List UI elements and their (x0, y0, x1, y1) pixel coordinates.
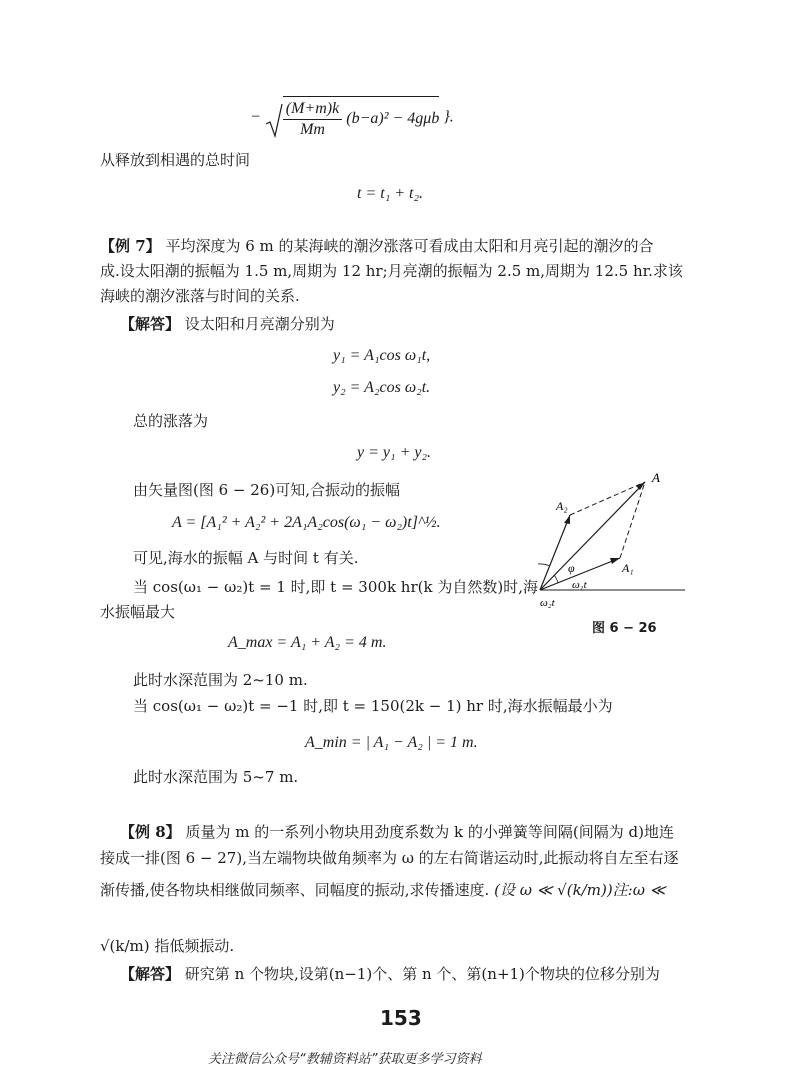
range-max: 此时水深范围为 2~10 m. (133, 671, 308, 689)
sqrt-expression (265, 96, 440, 140)
total-time-intro: 从释放到相遇的总时间 (100, 151, 251, 169)
example8-text3: 渐传播,使各物块相继做同频率、同幅度的振动,求传播速度. (100, 881, 490, 899)
figure-caption: 图 6 − 26 (592, 621, 657, 636)
example8-line4: √(k/m) 指低频振动. (100, 937, 235, 955)
label-A2: A₂ (556, 499, 568, 513)
example8-condition: (设 ω ≪ √(k/m))注:ω ≪ (494, 881, 666, 899)
observation: 可见,海水的振幅 A 与时间 t 有关. (133, 549, 359, 567)
min-condition: 当 cos(ω₁ − ω₂)t = −1 时,即 t = 150(2k − 1) hr 时,海水振幅最小为 (133, 697, 613, 715)
example8-line2: 接成一排(图 6 − 27),当左端物块做角频率为 ω 的左右简谐运动时,此振动将自左至右逐 (100, 849, 679, 867)
label-phi: φ (568, 561, 575, 575)
example7-answer (120, 314, 335, 334)
label-A1: A₁ (622, 561, 634, 575)
range-min: 此时水深范围为 5~7 m. (133, 768, 299, 786)
equation-y: y = y₁ + y₂. (357, 444, 432, 461)
angle-arc-w2 (538, 564, 550, 566)
vector-intro: 由矢量图(图 6 − 26)可知,合振动的振幅 (133, 481, 400, 499)
example8-tag: 【例 8】 (120, 823, 181, 841)
eq-minus: − (250, 108, 261, 126)
example8-text1: 质量为 m 的一系列小物块用劲度系数为 k 的小弹簧等间隔(间隔为 d)地连 (185, 823, 674, 841)
radicand (283, 96, 440, 140)
total-swell-intro: 总的涨落为 (133, 412, 209, 430)
equation-y2: y₂ = A₂cos ω₂t. (333, 379, 431, 396)
max-condition: 当 cos(ω₁ − ω₂)t = 1 时,即 t = 300k hr(k 为自然数)时,海 (133, 578, 538, 596)
equation-amin: A_min = | A₁ − A₂ | = 1 m. (305, 734, 478, 751)
fraction-mk (283, 99, 342, 140)
answer-intro: 设太阳和月亮潮分别为 (184, 315, 335, 333)
vector-A1-head (610, 558, 620, 564)
example7-line3: 海峡的潮汐涨落与时间的关系. (100, 287, 300, 305)
vector-A2-head (564, 515, 570, 524)
example7-tag: 【例 7】 (100, 237, 161, 255)
equation-amplitude: A = [A₁² + A₂² + 2A₁A₂cos(ω₁ − ω₂)t]^½. (172, 514, 441, 531)
max-condition-cont: 水振幅最大 (100, 603, 176, 621)
equation-total-time: t = t₁ + t₂. (357, 185, 424, 202)
example7-line2: 成.设太阳潮的振幅为 1.5 m,周期为 12 hr;月亮潮的振幅为 2.5 m,周期为 12.5 hr.求该 (100, 262, 683, 280)
label-A: A (652, 470, 660, 485)
example7-line1 (100, 236, 654, 256)
example8-line1 (120, 822, 674, 842)
label-w1t: ω₁t (572, 579, 587, 591)
radicand-rest: (b−a)² − 4gμb (346, 110, 440, 128)
equation-y1: y₁ = A₁cos ω₁t, (333, 347, 431, 364)
dashed-A2-A (570, 482, 645, 515)
fraction-denominator: Mm (300, 121, 325, 138)
example8-line3 (100, 880, 665, 900)
example8-answer (120, 964, 660, 984)
label-w2t: ω₂t (540, 597, 555, 609)
angle-arc-w1 (554, 575, 558, 583)
answer8-tag: 【解答】 (120, 965, 181, 983)
answer8-text: 研究第 n 个物块,设第(n−1)个、第 n 个、第(n+1)个物块的位移分别为 (184, 965, 660, 983)
vector-diagram (530, 460, 700, 620)
eq-close: }. (443, 108, 454, 126)
vector-A2 (540, 515, 570, 590)
fraction-numerator: (M+m)k (283, 99, 342, 120)
answer-tag: 【解答】 (120, 315, 181, 333)
radical-sign (265, 102, 283, 138)
dashed-A1-A (620, 482, 645, 558)
equation-top (250, 96, 454, 136)
example7-text1: 平均深度为 6 m 的某海峡的潮汐涨落可看成由太阳和月亮引起的潮汐的合 (165, 237, 654, 255)
footer-note: 关注微信公众号“教辅资料站”获取更多学习资料 (208, 1052, 482, 1067)
equation-amax: A_max = A₁ + A₂ = 4 m. (228, 634, 387, 651)
page-number: 153 (380, 1006, 422, 1030)
